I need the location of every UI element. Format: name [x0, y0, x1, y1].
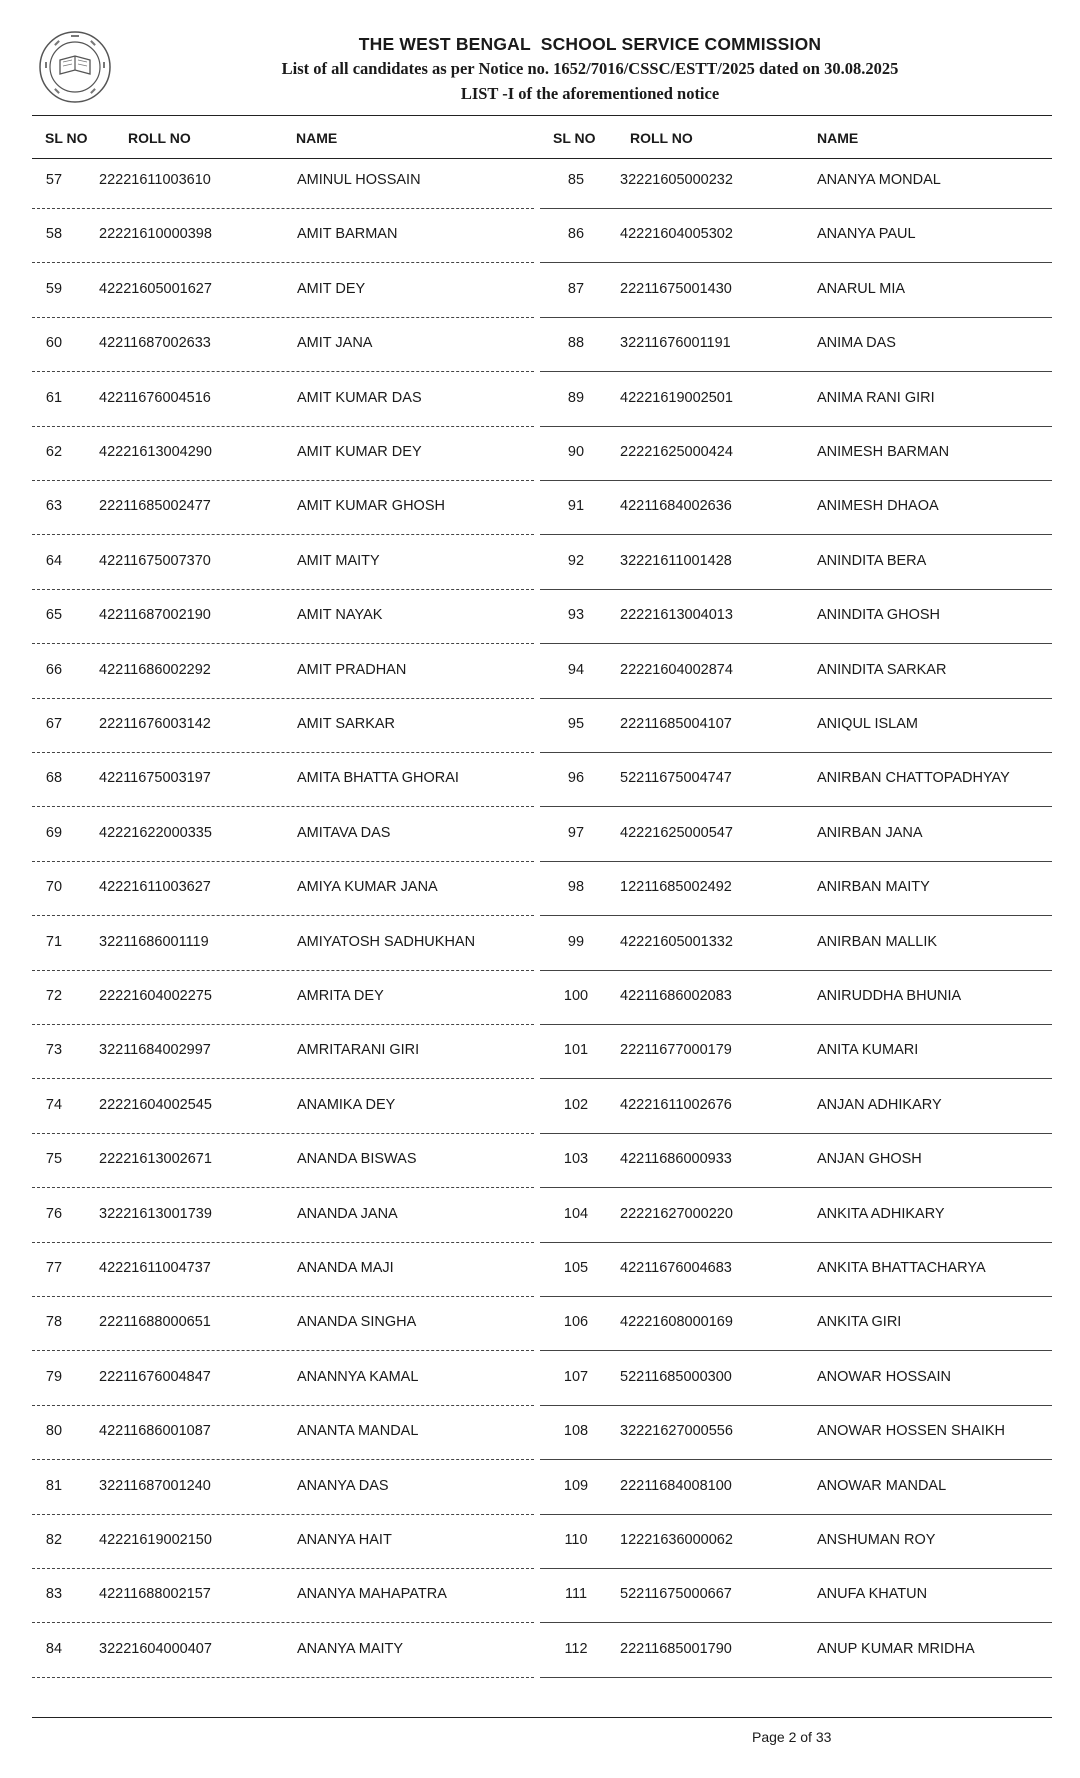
sl-number: 94	[567, 662, 585, 678]
roll-number: 32221605000232	[620, 172, 733, 188]
row-separator	[540, 1296, 1052, 1297]
sl-number: 93	[567, 607, 585, 623]
candidate-name: AMIT BARMAN	[297, 226, 398, 242]
candidate-name: ANANDA BISWAS	[297, 1151, 417, 1167]
roll-number: 42211686002292	[99, 662, 211, 678]
candidate-name: AMITAVA DAS	[297, 825, 391, 841]
sl-number: 71	[45, 934, 63, 950]
row-separator	[32, 426, 534, 427]
sl-number: 97	[567, 825, 585, 841]
roll-number: 22211685002477	[99, 498, 211, 514]
row-separator	[32, 1078, 534, 1079]
candidate-name: ANIRBAN JANA	[817, 825, 923, 841]
candidate-name: AMRITARANI GIRI	[297, 1042, 420, 1058]
candidate-name: AMIT DEY	[297, 281, 366, 297]
sl-number: 110	[564, 1532, 588, 1548]
candidate-name: ANINDITA GHOSH	[817, 607, 940, 623]
row-separator	[540, 426, 1052, 427]
candidate-name: AMRITA DEY	[297, 988, 384, 1004]
column-header-roll-no: ROLL NO	[128, 130, 191, 146]
roll-number: 22221604002874	[620, 662, 733, 678]
candidate-name: ANIRBAN MAITY	[817, 879, 930, 895]
sl-number: 96	[567, 770, 585, 786]
roll-number: 42211675007370	[99, 553, 211, 569]
row-separator	[32, 480, 534, 481]
sl-number: 70	[45, 879, 63, 895]
candidate-name: ANIQUL ISLAM	[817, 716, 918, 732]
candidate-name: AMIT KUMAR DAS	[297, 390, 422, 406]
candidate-name: ANANDA JANA	[297, 1206, 398, 1222]
sl-number: 92	[567, 553, 585, 569]
roll-number: 32211686001119	[99, 934, 209, 950]
roll-number: 42221619002501	[620, 390, 733, 406]
row-separator	[32, 1024, 534, 1025]
column-header-rule	[32, 158, 1052, 159]
roll-number: 22221613004013	[620, 607, 733, 623]
sl-number: 82	[45, 1532, 63, 1548]
row-separator	[540, 1133, 1052, 1134]
sl-number: 81	[45, 1478, 63, 1494]
candidate-name: ANKITA ADHIKARY	[817, 1206, 945, 1222]
candidate-name: ANIMA DAS	[817, 335, 896, 351]
candidate-name: ANKITA GIRI	[817, 1314, 902, 1330]
candidate-name: ANOWAR HOSSEN SHAIKH	[817, 1423, 1005, 1439]
sl-number: 62	[45, 444, 63, 460]
row-separator	[32, 1405, 534, 1406]
candidate-name: AMINUL HOSSAIN	[297, 172, 421, 188]
sl-number: 76	[45, 1206, 63, 1222]
candidate-name: ANUFA KHATUN	[817, 1586, 928, 1602]
roll-number: 42221608000169	[620, 1314, 733, 1330]
candidate-name: ANUP KUMAR MRIDHA	[817, 1641, 975, 1657]
sl-number: 103	[563, 1151, 589, 1167]
sl-number: 65	[45, 607, 63, 623]
sl-number: 77	[45, 1260, 63, 1276]
row-separator	[540, 806, 1052, 807]
row-separator	[32, 589, 534, 590]
sl-number: 75	[45, 1151, 63, 1167]
row-separator	[540, 1187, 1052, 1188]
row-separator	[540, 1514, 1052, 1515]
roll-number: 22211685004107	[620, 716, 732, 732]
row-separator	[32, 861, 534, 862]
sl-number: 104	[563, 1206, 589, 1222]
sl-number: 89	[567, 390, 585, 406]
sl-number: 84	[45, 1641, 63, 1657]
roll-number: 42221604005302	[620, 226, 733, 242]
candidate-name: ANOWAR MANDAL	[817, 1478, 947, 1494]
candidate-name: ANANDA MAJI	[297, 1260, 394, 1276]
sl-number: 72	[45, 988, 63, 1004]
sl-number: 66	[45, 662, 63, 678]
sl-number: 90	[567, 444, 585, 460]
row-separator	[540, 1405, 1052, 1406]
roll-number: 22221611003610	[99, 172, 211, 188]
roll-number: 52211675000667	[620, 1586, 732, 1602]
roll-number: 22211675001430	[620, 281, 732, 297]
row-separator	[540, 643, 1052, 644]
candidate-name: AMIYATOSH SADHUKHAN	[297, 934, 476, 950]
candidate-name: ANARUL MIA	[817, 281, 906, 297]
row-separator	[32, 317, 534, 318]
sl-number: 69	[45, 825, 63, 841]
row-separator	[540, 480, 1052, 481]
sl-number: 111	[564, 1586, 588, 1602]
sl-number: 87	[567, 281, 585, 297]
row-separator	[540, 534, 1052, 535]
roll-number: 42211686001087	[99, 1423, 211, 1439]
roll-number: 12211685002492	[620, 879, 732, 895]
candidate-name: AMIT NAYAK	[297, 607, 383, 623]
row-separator	[32, 970, 534, 971]
roll-number: 22211685001790	[620, 1641, 732, 1657]
row-separator	[32, 534, 534, 535]
roll-number: 42211687002633	[99, 335, 211, 351]
notice-subtitle: List of all candidates as per Notice no. 1652/7016/CSSC/ESTT/2025 dated on 30.08.2025	[281, 59, 899, 78]
roll-number: 22211684008100	[620, 1478, 732, 1494]
row-separator	[540, 1242, 1052, 1243]
roll-number: 42211676004683	[620, 1260, 732, 1276]
candidate-name: ANITA KUMARI	[817, 1042, 919, 1058]
candidate-name: ANOWAR HOSSAIN	[817, 1369, 952, 1385]
roll-number: 42221625000547	[620, 825, 733, 841]
roll-number: 42221611002676	[620, 1097, 732, 1113]
roll-number: 32211676001191	[620, 335, 731, 351]
row-separator	[540, 1622, 1052, 1623]
candidate-name: AMIT KUMAR GHOSH	[297, 498, 445, 514]
roll-number: 22211688000651	[99, 1314, 211, 1330]
sl-number: 68	[45, 770, 63, 786]
row-separator	[540, 1350, 1052, 1351]
sl-number: 60	[45, 335, 63, 351]
roll-number: 52211685000300	[620, 1369, 732, 1385]
row-separator	[540, 698, 1052, 699]
candidate-name: ANIMA RANI GIRI	[817, 390, 935, 406]
roll-number: 42221605001627	[99, 281, 212, 297]
row-separator	[32, 1296, 534, 1297]
sl-number: 64	[45, 553, 63, 569]
sl-number: 108	[563, 1423, 589, 1439]
row-separator	[32, 806, 534, 807]
row-separator	[32, 1242, 534, 1243]
roll-number: 22211676003142	[99, 716, 211, 732]
candidate-name: AMIT PRADHAN	[297, 662, 407, 678]
sl-number: 78	[45, 1314, 63, 1330]
row-separator	[32, 1350, 534, 1351]
candidate-name: AMIT SARKAR	[297, 716, 396, 732]
candidate-name: AMIT JANA	[297, 335, 373, 351]
roll-number: 32221611001428	[620, 553, 732, 569]
candidate-name: ANINDITA SARKAR	[817, 662, 947, 678]
roll-number: 42211686002083	[620, 988, 732, 1004]
candidate-name: ANSHUMAN ROY	[817, 1532, 936, 1548]
sl-number: 102	[563, 1097, 589, 1113]
roll-number: 12221636000062	[620, 1532, 733, 1548]
candidate-name: ANIRBAN CHATTOPADHYAY	[817, 770, 1010, 786]
row-separator	[540, 1078, 1052, 1079]
sl-number: 86	[567, 226, 585, 242]
organization-title: THE WEST BENGAL SCHOOL SERVICE COMMISSION	[358, 34, 822, 54]
roll-number: 42211675003197	[99, 770, 211, 786]
candidate-name: ANJAN GHOSH	[817, 1151, 922, 1167]
sl-number: 79	[45, 1369, 63, 1385]
sl-number: 59	[45, 281, 63, 297]
row-separator	[32, 1568, 534, 1569]
roll-number: 22221610000398	[99, 226, 212, 242]
column-header-name: NAME	[296, 130, 338, 146]
roll-number: 42211686000933	[620, 1151, 732, 1167]
roll-number: 42221611004737	[99, 1260, 211, 1276]
row-separator	[540, 317, 1052, 318]
header-rule	[32, 115, 1052, 116]
sl-number: 109	[563, 1478, 589, 1494]
candidate-name: ANIRUDDHA BHUNIA	[817, 988, 962, 1004]
row-separator	[540, 1677, 1052, 1678]
page-number: Page 2 of 33	[752, 1729, 832, 1745]
roll-number: 22221613002671	[99, 1151, 212, 1167]
candidate-name: ANANYA HAIT	[297, 1532, 392, 1548]
row-separator	[32, 1622, 534, 1623]
roll-number: 22221604002275	[99, 988, 212, 1004]
candidate-name: AMIT KUMAR DEY	[297, 444, 422, 460]
roll-number: 52211675004747	[620, 770, 732, 786]
candidate-name: ANIRBAN MALLIK	[817, 934, 938, 950]
sl-number: 107	[563, 1369, 589, 1385]
sl-number: 63	[45, 498, 63, 514]
roll-number: 42221605001332	[620, 934, 733, 950]
row-separator	[540, 1459, 1052, 1460]
column-header-name: NAME	[817, 130, 859, 146]
sl-number: 101	[563, 1042, 589, 1058]
sl-number: 58	[45, 226, 63, 242]
roll-number: 42211684002636	[620, 498, 732, 514]
row-separator	[540, 589, 1052, 590]
list-title: LIST -I of the aforementioned notice	[460, 84, 720, 103]
candidate-name: ANANYA MONDAL	[817, 172, 941, 188]
candidate-name: ANANYA DAS	[297, 1478, 389, 1494]
sl-number: 106	[563, 1314, 589, 1330]
roll-number: 42221622000335	[99, 825, 212, 841]
sl-number: 95	[567, 716, 585, 732]
row-separator	[540, 208, 1052, 209]
sl-number: 67	[45, 716, 63, 732]
candidate-name: ANIMESH BARMAN	[817, 444, 950, 460]
row-separator	[540, 1568, 1052, 1569]
candidate-name: ANAMIKA DEY	[297, 1097, 396, 1113]
candidate-name: ANIMESH DHAOA	[817, 498, 939, 514]
candidate-name: ANANNYA KAMAL	[297, 1369, 419, 1385]
candidate-name: ANJAN ADHIKARY	[817, 1097, 942, 1113]
row-separator	[32, 752, 534, 753]
roll-number: 42221611003627	[99, 879, 211, 895]
row-separator	[32, 1133, 534, 1134]
row-separator	[540, 861, 1052, 862]
candidate-name: AMIYA KUMAR JANA	[297, 879, 438, 895]
candidate-name: ANANYA MAITY	[297, 1641, 404, 1657]
roll-number: 32211687001240	[99, 1478, 211, 1494]
row-separator	[540, 752, 1052, 753]
candidate-name: AMIT MAITY	[297, 553, 380, 569]
sl-number: 112	[564, 1641, 588, 1657]
roll-number: 22211677000179	[620, 1042, 732, 1058]
candidate-name: ANANTA MANDAL	[297, 1423, 419, 1439]
roll-number: 22211676004847	[99, 1369, 211, 1385]
roll-number: 42221619002150	[99, 1532, 212, 1548]
sl-number: 91	[567, 498, 585, 514]
row-separator	[32, 1677, 534, 1678]
candidate-name: ANANYA PAUL	[817, 226, 916, 242]
row-separator	[32, 1187, 534, 1188]
row-separator	[32, 1459, 534, 1460]
candidate-name: AMITA BHATTA GHORAI	[297, 770, 459, 786]
sl-number: 74	[45, 1097, 63, 1113]
column-header-sl-no: SL NO	[45, 130, 88, 146]
row-separator	[32, 643, 534, 644]
roll-number: 22221627000220	[620, 1206, 733, 1222]
roll-number: 42211687002190	[99, 607, 211, 623]
candidate-name: ANKITA BHATTACHARYA	[817, 1260, 986, 1276]
footer-rule	[32, 1717, 1052, 1718]
row-separator	[540, 1024, 1052, 1025]
roll-number: 32221627000556	[620, 1423, 733, 1439]
candidate-name: ANANDA SINGHA	[297, 1314, 417, 1330]
sl-number: 100	[563, 988, 589, 1004]
row-separator	[540, 371, 1052, 372]
row-separator	[32, 915, 534, 916]
row-separator	[540, 262, 1052, 263]
roll-number: 22221625000424	[620, 444, 733, 460]
sl-number: 105	[563, 1260, 589, 1276]
sl-number: 61	[45, 390, 63, 406]
row-separator	[32, 1514, 534, 1515]
roll-number: 42211676004516	[99, 390, 211, 406]
sl-number: 73	[45, 1042, 63, 1058]
row-separator	[32, 698, 534, 699]
sl-number: 85	[567, 172, 585, 188]
sl-number: 98	[567, 879, 585, 895]
sl-number: 99	[567, 934, 585, 950]
sl-number: 80	[45, 1423, 63, 1439]
roll-number: 22221604002545	[99, 1097, 212, 1113]
sl-number: 88	[567, 335, 585, 351]
commission-seal-icon	[38, 30, 112, 104]
row-separator	[540, 915, 1052, 916]
sl-number: 57	[45, 172, 63, 188]
column-header-sl-no: SL NO	[553, 130, 596, 146]
roll-number: 32211684002997	[99, 1042, 211, 1058]
row-separator	[540, 970, 1052, 971]
column-header-roll-no: ROLL NO	[630, 130, 693, 146]
candidate-name: ANANYA MAHAPATRA	[297, 1586, 447, 1602]
row-separator	[32, 208, 534, 209]
roll-number: 32221613001739	[99, 1206, 212, 1222]
sl-number: 83	[45, 1586, 63, 1602]
roll-number: 42221613004290	[99, 444, 212, 460]
roll-number: 42211688002157	[99, 1586, 211, 1602]
row-separator	[32, 371, 534, 372]
roll-number: 32221604000407	[99, 1641, 212, 1657]
candidate-name: ANINDITA BERA	[817, 553, 927, 569]
row-separator	[32, 262, 534, 263]
